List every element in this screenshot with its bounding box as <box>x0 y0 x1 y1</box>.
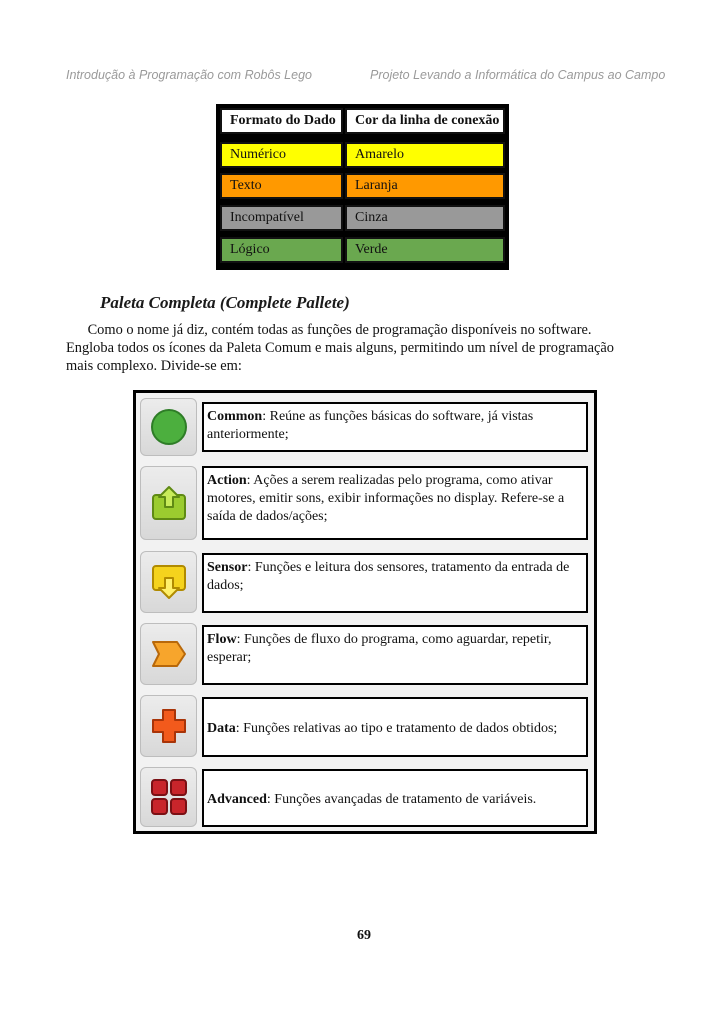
running-header-right: Projeto Levando a Informática do Campus ao Campo <box>370 68 666 82</box>
palette-row-data <box>136 692 594 760</box>
cell-format: Lógico <box>220 237 343 263</box>
paragraph-line: Engloba todos os ícones da Paleta Comum e mais alguns, permitindo um nível de programação <box>66 340 614 356</box>
palette-description <box>202 625 588 685</box>
advanced-grid-icon <box>149 777 189 817</box>
green-circle-icon <box>149 407 189 447</box>
palette-table <box>133 390 597 834</box>
palette-icon-tile <box>140 551 197 613</box>
table-row <box>220 205 505 231</box>
table-row <box>220 142 505 168</box>
intro-paragraph <box>66 321 666 375</box>
cell-color: Laranja <box>345 173 505 199</box>
sensor-arrow-icon <box>149 562 189 602</box>
palette-text: : Reúne as funções básicas do software, já vistas anteriormente; <box>207 409 534 442</box>
table-header-row <box>220 108 505 134</box>
palette-icon-tile <box>140 767 197 827</box>
page-number: 69 <box>357 928 371 943</box>
palette-text: : Funções avançadas de tratamento de variáveis. <box>266 792 537 807</box>
palette-row-sensor <box>136 548 594 616</box>
action-arrow-icon <box>149 483 189 523</box>
palette-text: : Funções relativas ao tipo e tratamento de dados obtidos; <box>235 721 558 736</box>
palette-name: Advanced <box>207 792 267 807</box>
palette-row-advanced <box>136 764 594 830</box>
palette-name: Flow <box>207 632 237 647</box>
palette-description <box>202 769 588 827</box>
header-data-format: Formato do Dado <box>220 108 343 134</box>
palette-description <box>202 553 588 613</box>
palette-name: Sensor <box>207 560 248 575</box>
palette-row-action <box>136 462 594 544</box>
palette-icon-tile <box>140 398 197 456</box>
table-row <box>220 173 505 199</box>
palette-row-flow <box>136 620 594 688</box>
cell-format: Texto <box>220 173 343 199</box>
cell-color: Amarelo <box>345 142 505 168</box>
cell-color: Verde <box>345 237 505 263</box>
palette-name: Common <box>207 409 263 424</box>
palette-row-common <box>136 397 594 457</box>
palette-description <box>202 402 588 452</box>
data-plus-icon <box>149 706 189 746</box>
paragraph-line: Como o nome já diz, contém todas as funções de programação disponíveis no software. <box>66 322 592 338</box>
cell-color: Cinza <box>345 205 505 231</box>
header-line-color: Cor da linha de conexão <box>345 108 505 134</box>
palette-icon-tile <box>140 466 197 540</box>
running-header-left: Introdução à Programação com Robôs Lego <box>66 68 312 82</box>
palette-icon-tile <box>140 623 197 685</box>
table-row <box>220 237 505 263</box>
palette-name: Action <box>207 473 247 488</box>
palette-description <box>202 697 588 757</box>
cell-format: Incompatível <box>220 205 343 231</box>
paragraph-line: mais complexo. Divide-se em: <box>66 358 242 374</box>
palette-name: Data <box>207 721 236 736</box>
section-title: Paleta Completa (Complete Pallete) <box>100 293 350 312</box>
flow-chevron-icon <box>149 634 189 674</box>
cell-format: Numérico <box>220 142 343 168</box>
connection-color-table <box>216 104 509 270</box>
palette-text: : Funções e leitura dos sensores, tratamento da entrada de dados; <box>207 560 570 593</box>
palette-description <box>202 466 588 540</box>
palette-text: : Ações a serem realizadas pelo programa, como ativar motores, emitir sons, exibir informações no display. Refere-se a saída de dados/ações; <box>207 473 565 524</box>
palette-icon-tile <box>140 695 197 757</box>
palette-text: : Funções de fluxo do programa, como aguardar, repetir, esperar; <box>207 632 552 665</box>
